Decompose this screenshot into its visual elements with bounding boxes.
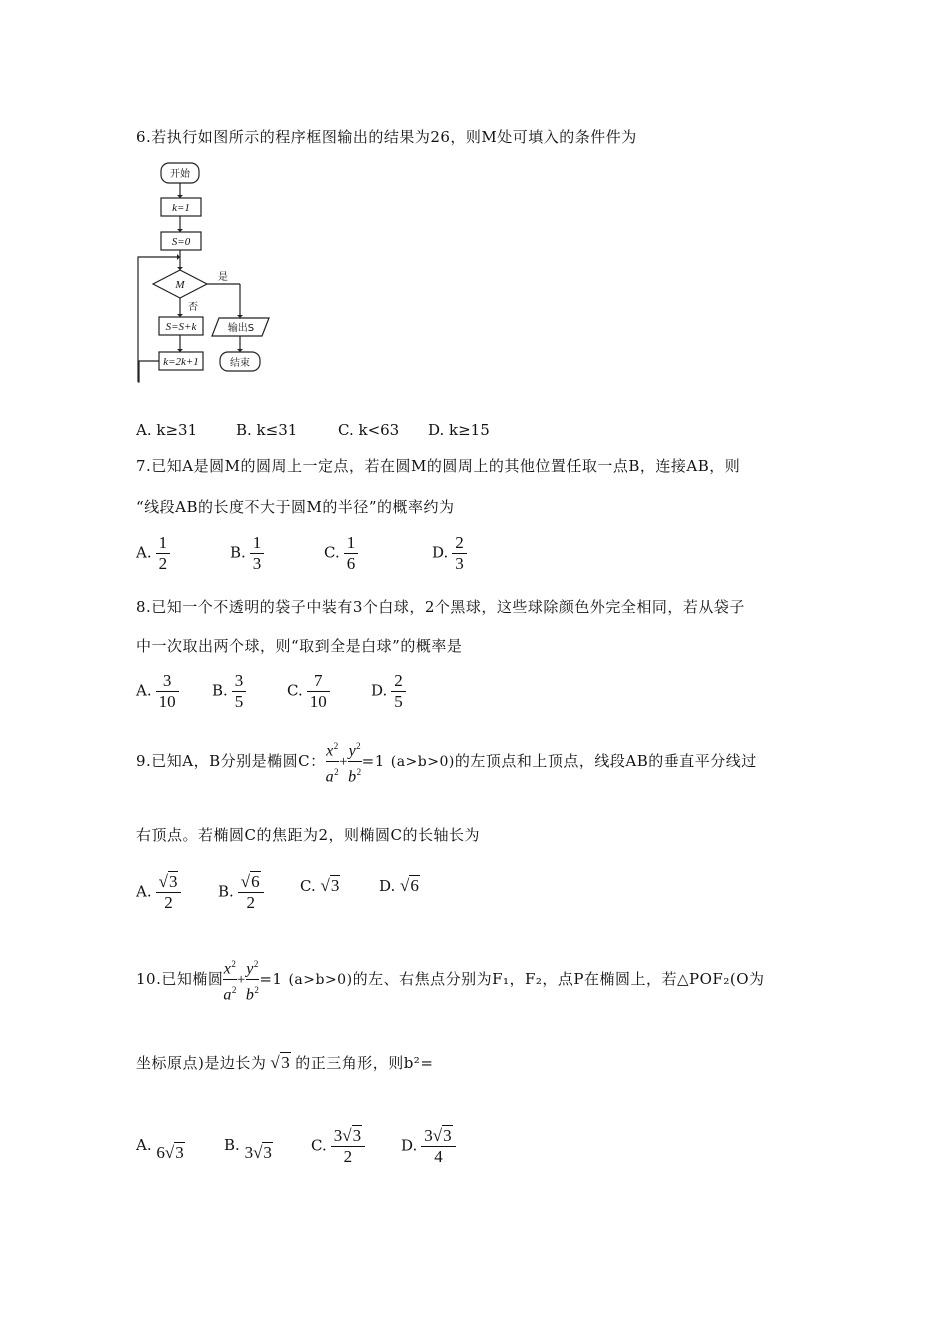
q6-option-c: C. k<63: [338, 421, 400, 439]
q8-option-c: C. $\frac{7}{10}$: [287, 671, 330, 712]
q9-stem-line2: 右顶点。若椭圆C的焦距为2，则椭圆C的长轴长为: [136, 826, 480, 844]
q10-stem-line2: 坐标原点)是边长为 √3 的正三角形，则b²=: [136, 1053, 434, 1072]
q10-option-c: C. $\frac{3√3}{2}$: [311, 1126, 365, 1167]
q6-stem: 6.若执行如图所示的程序框图输出的结果为26，则M处可填入的条件件为: [136, 128, 637, 146]
q8-option-b: B. $\frac{3}{5}$: [212, 671, 246, 712]
q9-eq-y-term: $\frac{y^2}{b^2}$: [348, 741, 362, 786]
q10-option-b: B. 3√3: [224, 1136, 272, 1162]
q10-option-a: A. 6√3: [136, 1136, 184, 1162]
flow-cond-text: M: [175, 279, 185, 291]
flow-end-text: 结束: [230, 358, 250, 369]
q9-option-b: B. $\frac{√6}{2}$: [218, 872, 264, 913]
q9-option-c: C. √3: [300, 876, 340, 895]
q9-option-a: A. $\frac{√3}{2}$: [136, 872, 181, 913]
q7-stem-line2: “线段AB的长度不大于圆M的半径”的概率约为: [136, 498, 455, 516]
flow-k-init-text: k=1: [172, 202, 190, 214]
q6-option-b: B. k≤31: [236, 421, 298, 439]
q8-option-d: D. $\frac{2}{5}$: [371, 671, 406, 712]
q9-stem-line1: 9.已知A，B分别是椭圆C： $\frac{x^2}{a^2}$ + $\frac{y^2}{b^2}$ =1 (a>b>0)的左顶点和上顶点，线段AB的垂直平分线过: [136, 737, 757, 787]
flow-start-text: 开始: [170, 169, 190, 180]
q10-stem-line1: 10.已知椭圆 $\frac{x^2}{a^2}$ + $\frac{y^2}{b^2}$ =1 (a>b>0)的左、右焦点分别为F₁，F₂，点P在椭圆上，若△POF₂(O为: [136, 955, 765, 1005]
q8-option-a: A. $\frac{3}{10}$: [136, 671, 179, 712]
flow-s-init-text: S=0: [171, 236, 191, 248]
q9-option-d: D. √6: [379, 876, 419, 895]
q7-option-a: A. $\frac{1}{2}$: [136, 533, 170, 574]
q10-option-d: D. $\frac{3√3}{4}$: [401, 1126, 456, 1167]
q7-option-b: B. $\frac{1}{3}$: [230, 533, 264, 574]
q10-eq-x-term: $\frac{x^2}{a^2}$: [223, 959, 237, 1004]
q6-option-d: D. k≥15: [428, 421, 490, 439]
q6-option-a: A. k≥31: [136, 421, 198, 439]
q9-eq-x-term: $\frac{x^2}{a^2}$: [325, 741, 340, 786]
q8-stem-line1: 8.已知一个不透明的袋子中装有3个白球，2个黑球，这些球除颜色外完全相同，若从袋子: [136, 598, 745, 616]
q10-eq-y-term: $\frac{y^2}{b^2}$: [245, 959, 260, 1004]
q7-stem-line1: 7.已知A是圆M的圆周上一定点，若在圆M的圆周上的其他位置任取一点B，连接AB，则: [136, 457, 741, 475]
flow-output-text: 输出S: [227, 323, 255, 334]
q7-option-c: C. $\frac{1}{6}$: [324, 533, 358, 574]
flow-update-k-text: k=2k+1: [163, 356, 199, 368]
flowchart: [135, 160, 270, 385]
flow-yes-text: 是: [218, 272, 228, 283]
flow-update-s-text: S=S+k: [165, 321, 197, 333]
q7-option-d: D. $\frac{2}{3}$: [432, 533, 467, 574]
q8-stem-line2: 中一次取出两个球，则“取到全是白球”的概率是: [136, 637, 463, 655]
flow-no-text: 否: [188, 302, 198, 313]
